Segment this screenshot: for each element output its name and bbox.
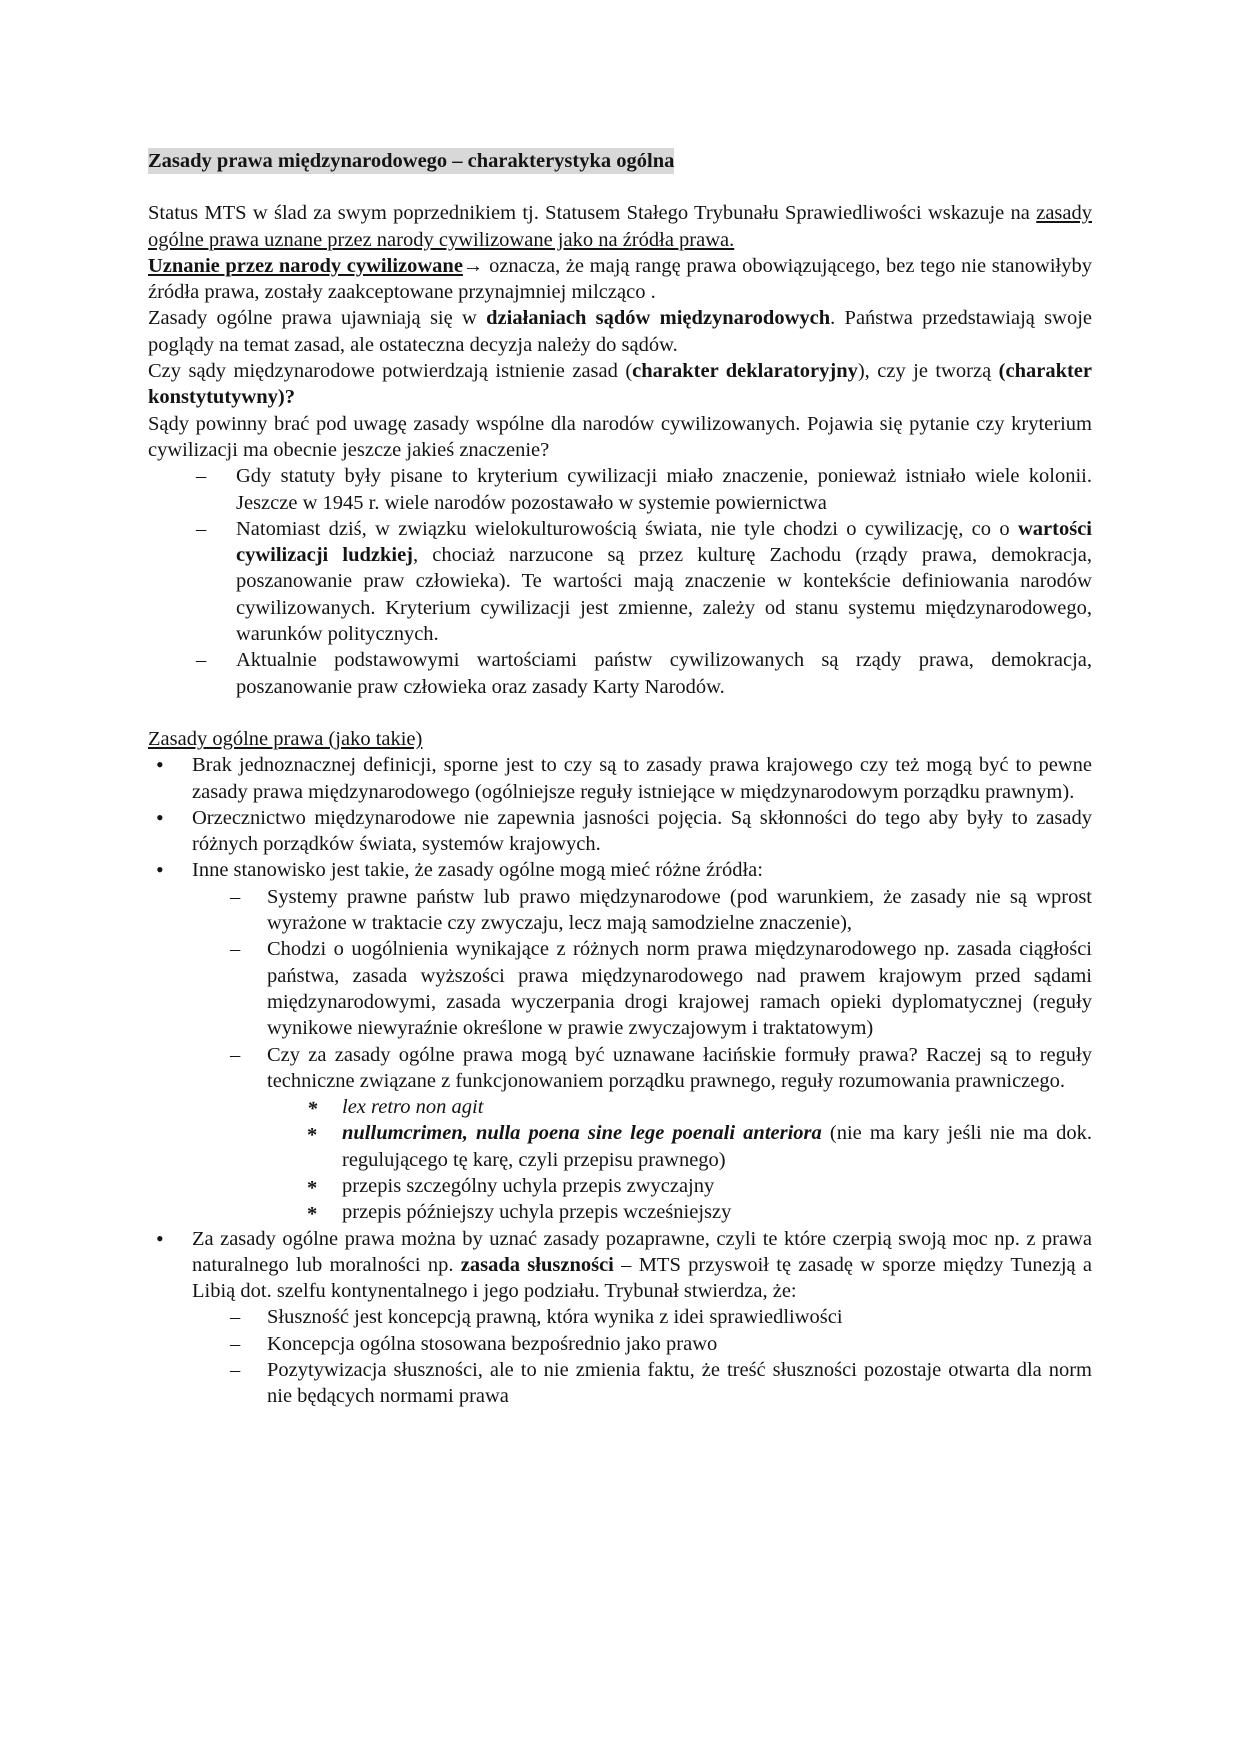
list-item: • Inne stanowisko jest takie, że zasady ogólne mogą mieć różne źródła: – Systemy prawne państw lub prawo międzynarodowe (pod warunkiem, że zasady nie są wprost wyrażone w traktacie czy zwyczaju, lecz mają samodzielne znaczenie), – Chodzi o uogólnienia wynikające z różnych norm prawa międzynarodowego np. zasada ciągłości państwa, zasada wyższości prawa międzynarodowego nad prawem krajowym przed sądami międzynarodowymi, zasada wyczerpania drogi krajowej ramach opieki dyplomatycznej (reguły wynikowe niewyraźnie określone w prawie zwyczajowym i traktatowym) – Czy za zasady ogólne prawa mogą być uznawane łacińskie formuły prawa? Raczej są to reguły techniczne związane z funkcjonowaniem porządku prawnego, reguły rozumowania prawniczego. * lex retro non agit * nullumcrimen, nulla poena sine lege poenali anteriora (nie ma kary jeśli nie ma dok. regulującego tę karę, czyli przepisu prawnego) * przepis szczególny uchyla przepis zwyczajny * przepis późniejszy uchyla przepis wcześniejszy [148, 857, 1092, 1225]
paragraph-ujawnianie: Zasady ogólne prawa ujawniają się w działaniach sądów międzynarodowych. Państwa przedstawiają swoje poglądy na temat zasad, ale ostateczna decyzja należy do sądów. [148, 307, 1092, 356]
list-item: * przepis szczególny uchyla przepis zwyczajny [267, 1173, 1092, 1199]
dash-list-zrodla [192, 884, 1092, 1226]
arrow-right-icon: → [462, 254, 484, 277]
list-item: – Natomiast dziś, w związku wielokulturowością świata, nie tyle chodzi o cywilizację, co o wartości cywilizacji ludzkiej, chociaż narzucone są przez kulturę Zachodu (rządy prawa, demokracja, poszanowanie praw człowieka). Te wartości mają znaczenie w kontekście definiowania narodów cywilizowanych. Kryterium cywilizacji jest zmienne, zależy od stanu systemu międzynarodowego, warunków politycznych. [148, 516, 1092, 647]
paragraph-kryterium: Sądy powinny brać pod uwagę zasady wspólne dla narodów cywilizowanych. Pojawia się pytanie czy kryterium cywilizacji ma obecnie jeszcze jakieś znaczenie? [148, 412, 1092, 461]
document-title: Zasady prawa międzynarodowego – charakterystyka ogólna [148, 148, 674, 174]
list-item: – Gdy statuty były pisane to kryterium cywilizacji miało znaczenie, ponieważ istniało wiele kolonii. Jeszcze w 1945 r. wiele narodów pozostawało w systemie powiernictwa [148, 463, 1092, 516]
list-item: * lex retro non agit [267, 1094, 1092, 1120]
list-item: • Za zasady ogólne prawa można by uznać zasady pozaprawne, czyli te które czerpią swoją moc np. z prawa naturalnego lub moralności np. zasada słuszności – MTS przyswoił tę zasadę w sporze między Tunezją a Libią dot. szelfu kontynentalnego i jego podziału. Trybunał stwierdza, że: – Słuszność jest koncepcją prawną, która wynika z idei sprawiedliwości – Koncepcja ogólna stosowana bezpośrednio jako prawo – Pozytywizacja słuszności, ale to nie zmienia faktu, że treść słuszności pozostaje otwarta dla norm nie będących normami prawa [148, 1226, 1092, 1410]
bold-term: wartości cywilizacji ludzkiej [236, 517, 1092, 567]
bold-term: (charakter konstytutywny)? [148, 360, 1092, 409]
list-item: * nullumcrimen, nulla poena sine lege poenali anteriora (nie ma kary jeśli nie ma dok. regulującego tę karę, czyli przepisu prawnego) [267, 1120, 1092, 1173]
bold-term: zasada słuszności [460, 1253, 614, 1276]
bold-term: Uznanie przez narody cywilizowane [148, 254, 463, 277]
bullet-list-zasady [148, 752, 1092, 1409]
list-item: – Aktualnie podstawowymi wartościami państw cywilizowanych są rządy prawa, demokracja, poszanowanie praw człowieka oraz zasady Karty Narodów. [148, 647, 1092, 700]
bold-term: działaniach sądów międzynarodowych [486, 307, 831, 330]
dash-list-cywilizacja [148, 463, 1092, 700]
list-item: • Orzecznictwo międzynarodowe nie zapewnia jasności pojęcia. Są skłonności do tego aby były to zasady różnych porządków świata, systemów krajowych. [148, 805, 1092, 858]
list-item: – Czy za zasady ogólne prawa mogą być uznawane łacińskie formuły prawa? Raczej są to reguły techniczne związane z funkcjonowaniem porządku prawnego, reguły rozumowania prawniczego. * lex retro non agit * nullumcrimen, nulla poena sine lege poenali anteriora (nie ma kary jeśli nie ma dok. regulującego tę karę, czyli przepisu prawnego) * przepis szczególny uchyla przepis zwyczajny * przepis późniejszy uchyla przepis wcześniejszy [192, 1042, 1092, 1226]
list-item: – Słuszność jest koncepcją prawną, która wynika z idei sprawiedliwości [192, 1304, 1092, 1330]
list-item: • Brak jednoznacznej definicji, sporne jest to czy są to zasady prawa krajowego czy też mogą być to pewne zasady prawa międzynarodowego (ogólniejsze reguły istniejące w międzynarodowym porządku prawnym). [148, 752, 1092, 805]
list-item: – Pozytywizacja słuszności, ale to nie zmienia faktu, że treść słuszności pozostaje otwarta dla norm nie będących normami prawa [192, 1357, 1092, 1410]
bold-term: charakter deklaratoryjny [632, 360, 858, 383]
list-item: * przepis późniejszy uchyla przepis wcześniejszy [267, 1199, 1092, 1225]
underlined-phrase: zasady ogólne prawa uznane przez narody cywilizowane jako na źródła prawa. [148, 202, 1092, 251]
paragraph-status-mts: Status MTS w ślad za swym poprzednikiem tj. Statusem Stałego Trybunału Sprawiedliwości wskazuje na zasady ogólne prawa uznane przez narody cywilizowane jako na źródła prawa. [148, 202, 1092, 251]
list-item: – Chodzi o uogólnienia wynikające z różnych norm prawa międzynarodowego np. zasada ciągłości państwa, zasada wyższości prawa międzynarodowego nad prawem krajowym przed sądami międzynarodowymi, zasada wyczerpania drogi krajowej ramach opieki dyplomatycznej (reguły wynikowe niewyraźnie określone w prawie zwyczajowym i traktatowym) [192, 936, 1092, 1041]
dash-list-slusznosc [192, 1304, 1092, 1409]
list-item: – Koncepcja ogólna stosowana bezpośrednio jako prawo [192, 1331, 1092, 1357]
latin-maxim: nullumcrimen, nulla poena sine lege poenali anteriora [342, 1122, 822, 1145]
list-item: – Systemy prawne państw lub prawo międzynarodowe (pod warunkiem, że zasady nie są wprost wyrażone w traktacie czy zwyczaju, lecz mają samodzielne znaczenie), [192, 884, 1092, 937]
paragraph-charakter: Czy sądy międzynarodowe potwierdzają istnienie zasad (charakter deklaratoryjny), czy je tworzą (charakter konstytutywny)? [148, 360, 1092, 409]
paragraph-uznanie: Uznanie przez narody cywilizowane→ oznacza, że mają rangę prawa obowiązującego, bez tego nie stanowiłyby źródła prawa, zostały zaakceptowane przynajmniej milcząco . [148, 254, 1092, 304]
section-subheading: Zasady ogólne prawa (jako takie) [148, 727, 423, 750]
star-list-latin-formulas [267, 1094, 1092, 1225]
